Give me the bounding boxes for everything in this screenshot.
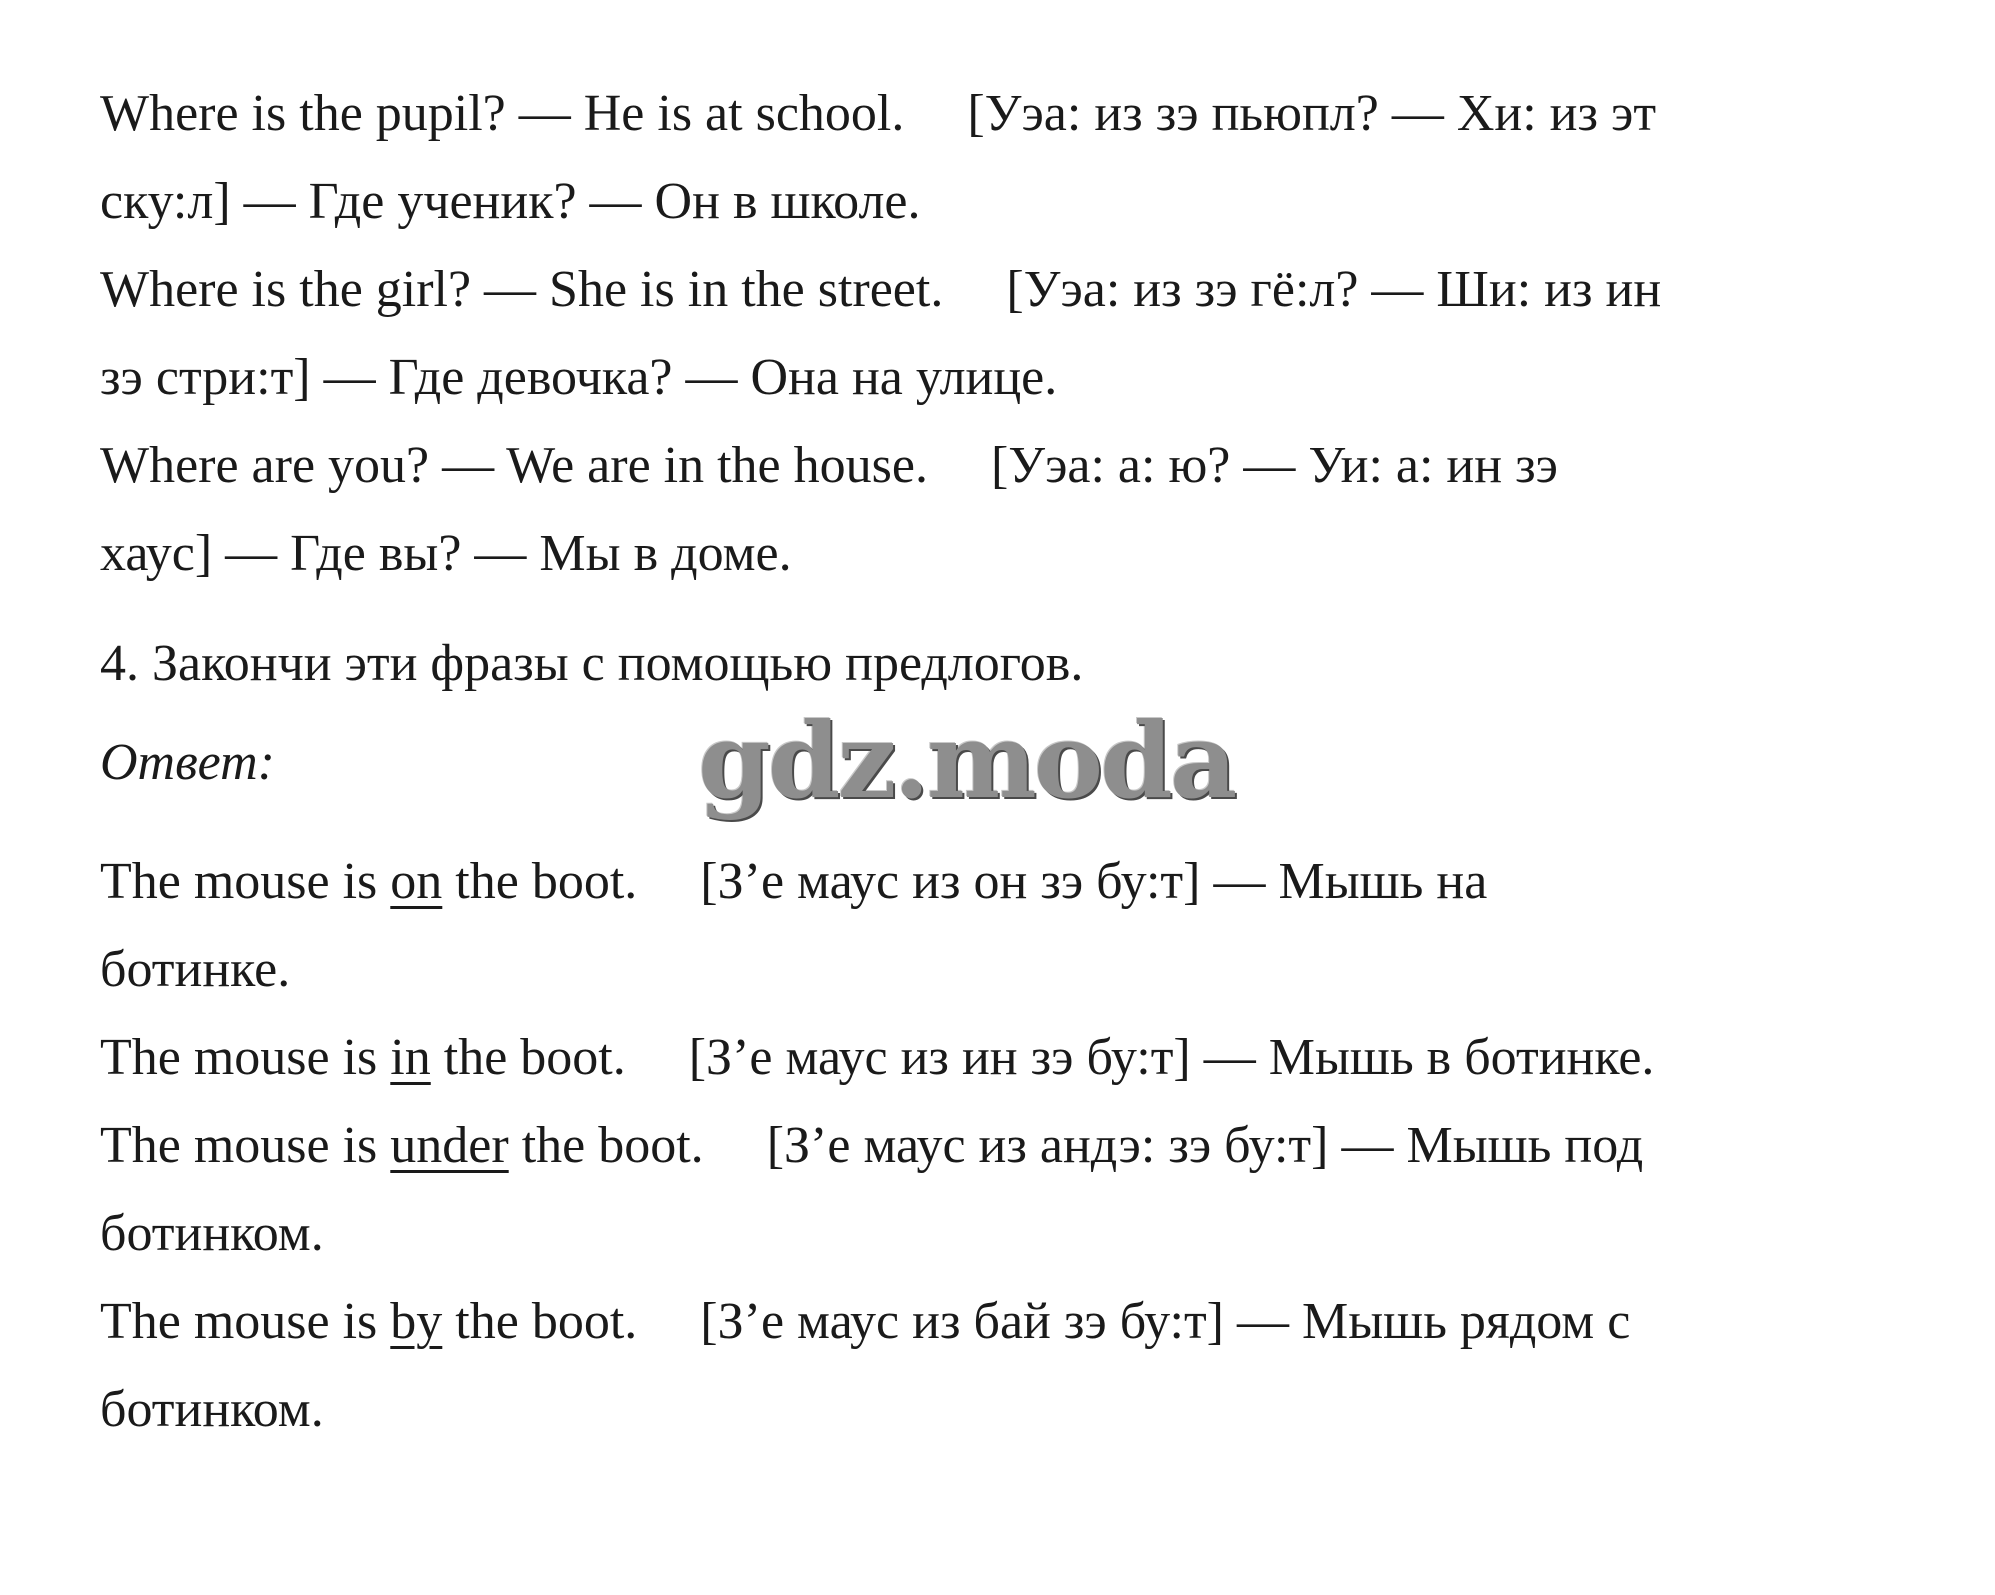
example-2-translation: зэ стри:т] — Где девочка? — Она на улице.: [100, 349, 1058, 406]
example-1-transcription: [Уэа: из зэ пьюпл? — Хи: из эт: [967, 85, 1657, 142]
example-3: [100, 422, 1900, 598]
answer-1: [100, 838, 1900, 1014]
example-1-translation: ску:л] — Где ученик? — Он в школе.: [100, 173, 921, 230]
example-3-transcription: [Уэа: а: ю? — Уи: а: ин зэ: [990, 437, 1558, 494]
answer-1-prefix: The mouse is: [100, 853, 391, 910]
answer-3-prefix: The mouse is: [100, 1117, 391, 1174]
answer-1-suffix: the boot.: [442, 853, 638, 910]
answer-3-translation-end: ботинком.: [100, 1205, 324, 1262]
answer-2-suffix: the boot.: [430, 1029, 626, 1086]
answer-1-transcription: [З’е маус из он зэ бу:т] — Мышь на: [700, 853, 1488, 910]
task-heading: 4. Закончи эти фразы с помощью предлогов.: [100, 635, 1084, 692]
answer-3-suffix: the boot.: [508, 1117, 704, 1174]
example-1-english: Where is the pupil? — He is at school.: [100, 85, 905, 142]
answer-3: [100, 1102, 1900, 1278]
answer-row: [100, 699, 1900, 822]
answer-1-translation-end: ботинке.: [100, 941, 291, 998]
answer-2-preposition: in: [390, 1029, 431, 1086]
answer-4-preposition: by: [390, 1293, 443, 1350]
answer-3-transcription: [З’е маус из андэ: зэ бу:т] — Мышь под: [766, 1117, 1644, 1174]
example-2-english: Where is the girl? — She is in the street.: [100, 261, 944, 318]
answer-4-translation-end: ботинком.: [100, 1381, 324, 1438]
answer-4-transcription: [З’е маус из бай зэ бу:т] — Мышь рядом с: [700, 1293, 1631, 1350]
answer-4-suffix: the boot.: [442, 1293, 638, 1350]
answer-2-prefix: The mouse is: [100, 1029, 391, 1086]
answer-4: [100, 1278, 1900, 1454]
example-3-english: Where are you? — We are in the house.: [100, 437, 928, 494]
example-1: [100, 70, 1900, 246]
answer-1-preposition: on: [390, 853, 443, 910]
answer-2: [100, 1014, 1900, 1102]
answer-2-transcription: [З’е маус из ин зэ бу:т] — Мышь в ботинке.: [688, 1029, 1655, 1086]
example-2: [100, 246, 1900, 422]
document-page: [100, 70, 1900, 1454]
example-3-translation: хаус] — Где вы? — Мы в доме.: [100, 525, 792, 582]
answer-label: Ответ:: [100, 734, 275, 791]
answer-4-prefix: The mouse is: [100, 1293, 391, 1350]
example-2-transcription: [Уэа: из зэ гё:л? — Ши: из ин: [1006, 261, 1662, 318]
answer-3-preposition: under: [390, 1117, 509, 1174]
watermark-logo: gdz.moda: [698, 699, 1235, 822]
